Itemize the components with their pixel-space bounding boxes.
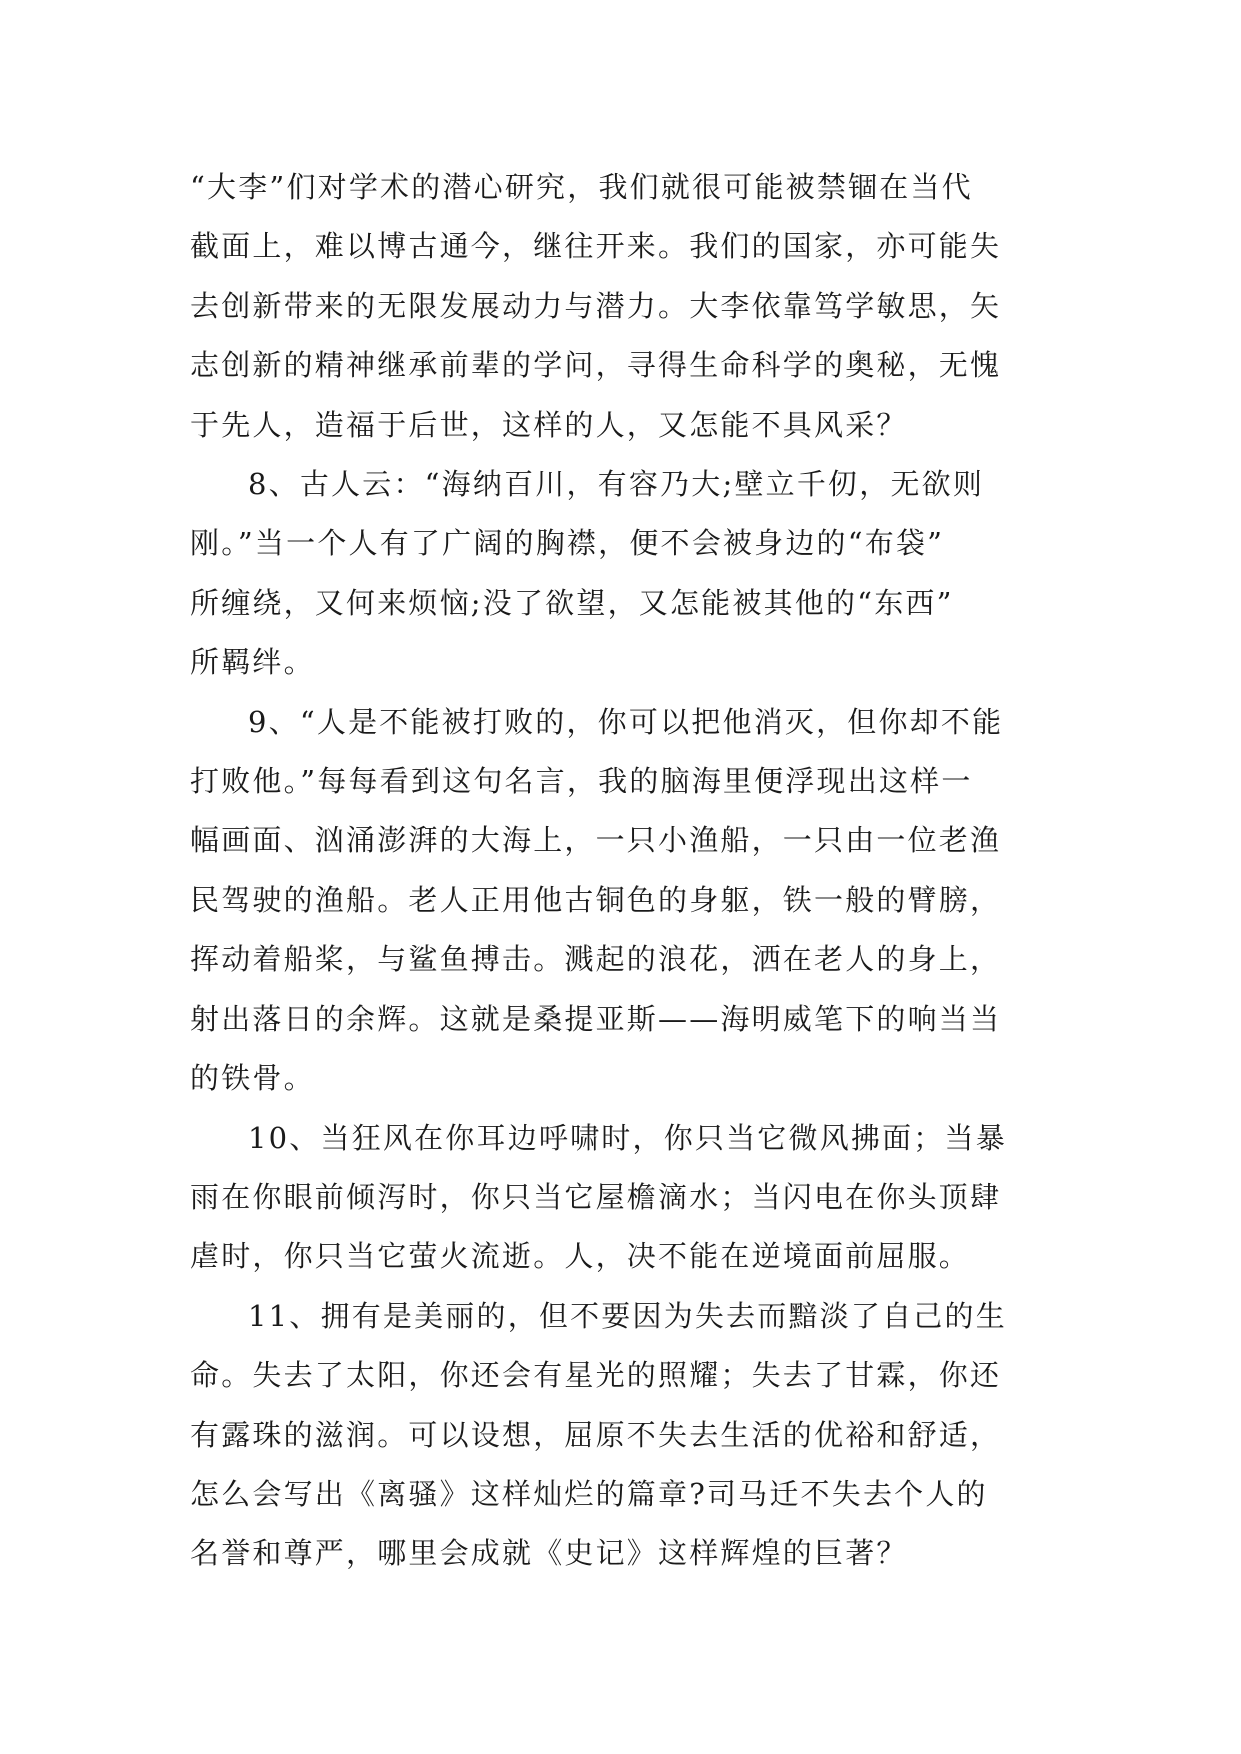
paragraph-continuation <box>190 158 1060 455</box>
text-line: 命。失去了太阳，你还会有星光的照耀；失去了甘霖，你还 <box>190 1358 1002 1393</box>
text-line: 怎么会写出《离骚》这样灿烂的篇章?司马迁不失去个人的 <box>190 1476 988 1511</box>
text-line: 11、拥有是美丽的，但不要因为失去而黯淡了自己的生 <box>248 1298 1007 1333</box>
paragraph-8 <box>190 455 1060 693</box>
text-line: 所缠绕，又何来烦恼;没了欲望，又怎能被其他的“东西” <box>190 585 954 620</box>
text-line: 虐时，你只当它萤火流逝。人，决不能在逆境面前屈服。 <box>190 1239 971 1274</box>
text-line: 刚。”当一个人有了广阔的胸襟，便不会被身边的“布袋” <box>190 526 945 561</box>
text-line: 有露珠的滋润。可以设想，屈原不失去生活的优裕和舒适， <box>190 1417 1002 1452</box>
text-line: 挥动着船桨，与鲨鱼搏击。溅起的浪花，洒在老人的身上， <box>190 942 1002 977</box>
paragraph-10 <box>190 1109 1060 1287</box>
text-line: 所羁绊。 <box>190 645 315 680</box>
paragraph-11 <box>190 1287 1060 1584</box>
text-line: 截面上，难以博古通今，继往开来。我们的国家，亦可能失 <box>190 229 1002 264</box>
text-line: 9、“人是不能被打败的，你可以把他消灭，但你却不能 <box>248 704 1004 739</box>
text-line: 幅画面、汹涌澎湃的大海上，一只小渔船，一只由一位老渔 <box>190 823 1002 858</box>
text-line: 打败他。”每每看到这句名言，我的脑海里便浮现出这样一 <box>190 764 973 799</box>
text-line: 的铁骨。 <box>190 1061 315 1096</box>
text-line: 雨在你眼前倾泻时，你只当它屋檐滴水；当闪电在你头顶肆 <box>190 1179 1002 1214</box>
text-line: “大李”们对学术的潜心研究，我们就很可能被禁锢在当代 <box>190 170 973 204</box>
text-line: 10、当狂风在你耳边呼啸时，你只当它微风拂面；当暴 <box>248 1120 1007 1155</box>
text-line: 射出落日的余辉。这就是桑提亚斯——海明威笔下的响当当 <box>190 1001 1002 1036</box>
paragraph-9 <box>190 693 1060 1109</box>
text-line: 8、古人云：“海纳百川，有容乃大;壁立千仞，无欲则 <box>248 467 985 502</box>
text-line: 志创新的精神继承前辈的学问，寻得生命科学的奥秘，无愧 <box>190 348 1002 383</box>
body-text <box>190 158 1060 1584</box>
text-line: 去创新带来的无限发展动力与潜力。大李依靠笃学敏思，矢 <box>190 288 1002 323</box>
text-line: 于先人，造福于后世，这样的人，又怎能不具风采？ <box>190 407 908 442</box>
text-line: 名誉和尊严，哪里会成就《史记》这样辉煌的巨著？ <box>190 1536 908 1571</box>
text-line: 民驾驶的渔船。老人正用他古铜色的身躯，铁一般的臂膀， <box>190 882 1002 917</box>
